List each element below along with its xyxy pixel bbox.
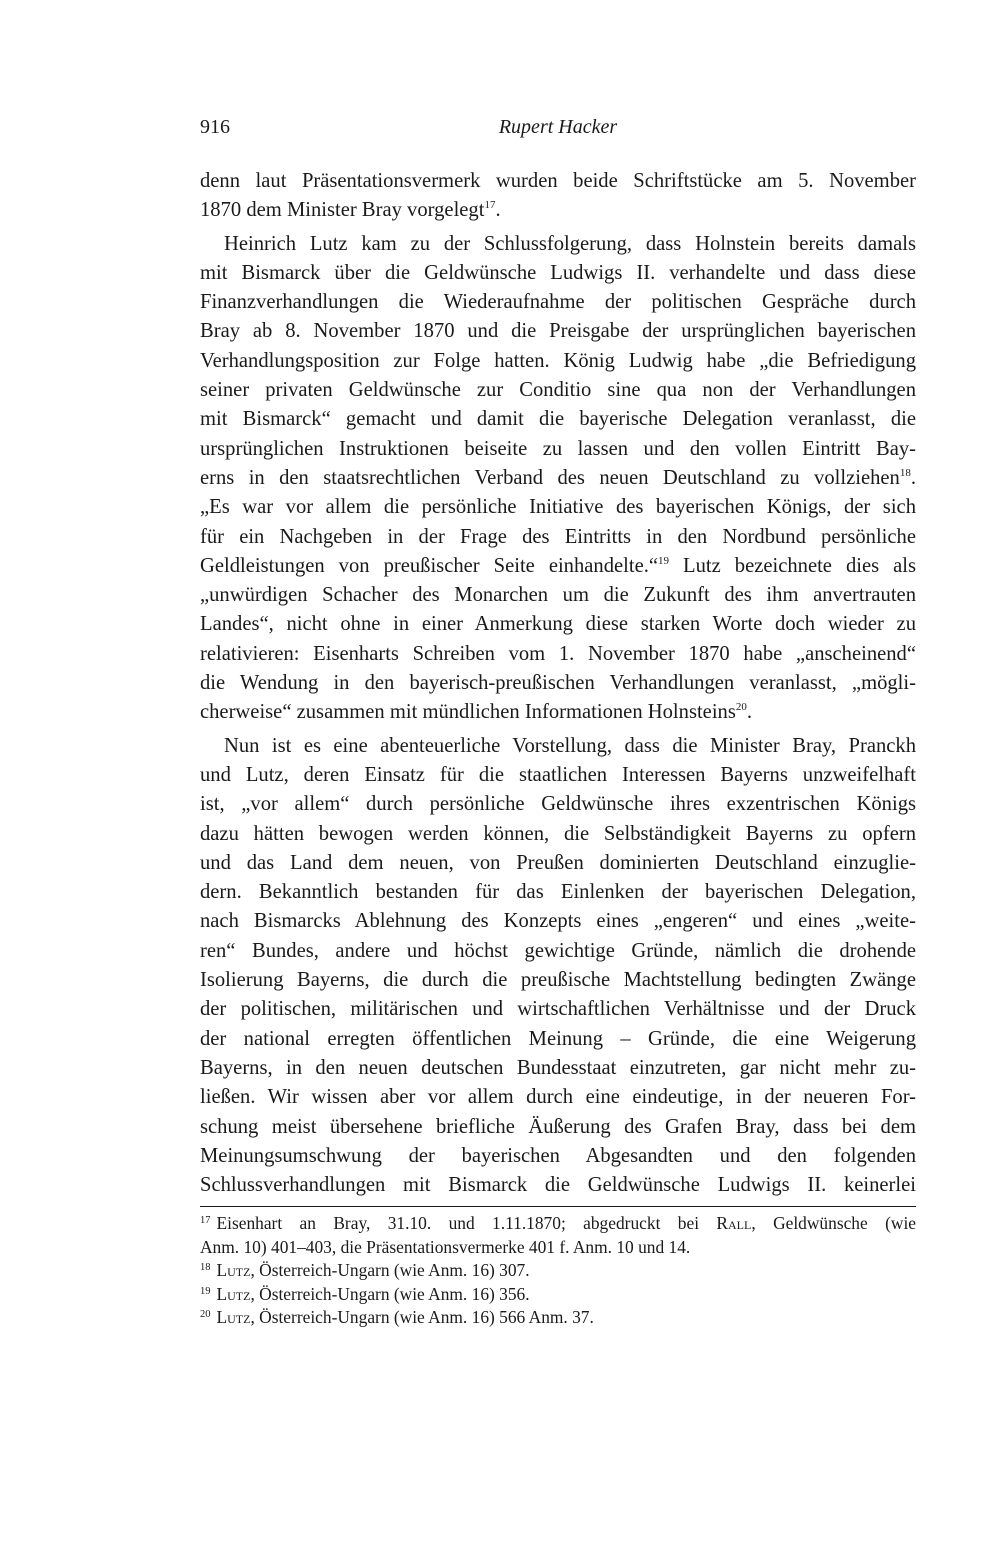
text-line [200, 435, 916, 464]
text-line [200, 196, 916, 225]
footnote-ref: 18 [899, 466, 911, 479]
line-text: Finanzverhandlungen die Wiederaufnahme der politischen Gespräche durch [200, 291, 916, 314]
footnote-text: , Österreich-Ungarn (wie Anm. 16) 356. [250, 1283, 530, 1304]
line-text: ren“ Bundes, andere und höchst gewichtige Gründe, nämlich die drohende [200, 939, 916, 962]
line-text: für ein Nachgeben in der Frage des Eintritts in den Nordbund persönliche [200, 525, 916, 548]
footnote-number: 19 [200, 1285, 211, 1297]
line-text: seiner privaten Geldwünsche zur Conditio sine qua non der Verhandlungen [200, 379, 916, 402]
text-line [200, 966, 916, 995]
line-text: schung meist übersehene briefliche Äußerung des Grafen Bray, dass bei dem [200, 1115, 916, 1138]
text-line [200, 259, 916, 288]
text-line [200, 347, 916, 376]
line-text-tail: . [910, 466, 916, 489]
line-text: Bayerns, in den neuen deutschen Bundesstaat einzutreten, gar nicht mehr zu- [200, 1056, 916, 1079]
text-line [200, 995, 916, 1024]
text-line [200, 937, 916, 966]
line-text: Schlussverhandlungen mit Bismarck die Geldwünsche Ludwigs II. keinerlei [200, 1174, 916, 1197]
page-header [200, 112, 916, 142]
text-line [200, 581, 916, 610]
line-text: erns in den staatsrechtlichen Verband des neuen Deutschland zu vollziehen [200, 466, 900, 489]
footnote-text: , Geldwünsche (wie [751, 1213, 916, 1233]
line-text-tail: Lutz bezeichnete dies als [669, 554, 917, 577]
line-text: ist, „vor allem“ durch persönliche Geldwünsche ihres exzentrischen Königs [200, 793, 916, 816]
line-text: Landes“, nicht ohne in einer Anmerkung diese starken Worte doch wieder zu [200, 613, 916, 636]
line-text: Isolierung Bayerns, die durch die preußische Machtstellung bedingten Zwänge [200, 969, 916, 992]
line-text: 1870 dem Minister Bray vorgelegt [200, 199, 485, 222]
footnote-author: Rall [716, 1213, 752, 1233]
line-text: relativieren: Eisenharts Schreiben vom 1. November 1870 habe „anscheinend“ [200, 642, 916, 665]
footnote-19 [200, 1283, 916, 1307]
footnote-ref: 17 [484, 199, 496, 212]
line-text: „unwürdigen Schacher des Monarchen um die Zukunft des ihm anvertrauten [200, 584, 916, 607]
line-text: „Es war vor allem die persönliche Initiative des bayerischen Königs, der sich [200, 496, 916, 519]
line-text: ursprünglichen Instruktionen beiseite zu lassen und den vollen Eintritt Bay- [200, 437, 916, 460]
line-text: Meinungsumschwung der bayerischen Abgesandten und den folgenden [200, 1144, 916, 1167]
text-line [200, 907, 916, 936]
footnote-17-continuation: Anm. 10) 401–403, die Präsentationsvermerke 401 f. Anm. 10 und 14. [200, 1236, 691, 1257]
footnotes [200, 1212, 916, 1330]
text-line [200, 230, 916, 259]
line-text: die Wendung in den bayerisch-preußischen Verhandlungen veranlasst, „mögli- [200, 672, 916, 695]
footnote-text: , Österreich-Ungarn (wie Anm. 16) 566 Anm. 37. [250, 1307, 594, 1327]
line-text-tail: . [495, 199, 501, 222]
page-number: 916 [200, 116, 230, 138]
text-line [200, 1171, 916, 1200]
footnote-number: 20 [200, 1309, 211, 1320]
line-text: Heinrich Lutz kam zu der Schlussfolgerung, dass Holnstein bereits damals [224, 232, 916, 255]
line-text: dazu hätten bewogen werden können, die Selbständigkeit Bayerns zu opfern [200, 822, 916, 845]
text-line [200, 1083, 916, 1112]
line-text: dern. Bekanntlich bestanden für das Einlenken der bayerischen Delegation, [200, 881, 916, 904]
text-line [200, 849, 916, 878]
footnote-rule [200, 1206, 916, 1207]
text-line [200, 1142, 916, 1171]
body-text [200, 167, 916, 1200]
footnote-ref: 19 [658, 554, 670, 567]
line-text: denn laut Präsentationsvermerk wurden beide Schriftstücke am 5. November [200, 170, 916, 192]
line-text: Verhandlungsposition zur Folge hatten. König Ludwig habe „die Befriedigung [200, 349, 916, 372]
footnote-ref: 20 [735, 701, 747, 714]
text-line [200, 376, 916, 405]
text-line [200, 552, 916, 581]
line-text: mit Bismarck über die Geldwünsche Ludwigs II. verhandelte und dass diese [200, 261, 916, 284]
text-line [200, 761, 916, 790]
line-text: nach Bismarcks Ablehnung des Konzepts eines „engeren“ und eines „weite- [200, 910, 916, 933]
footnote-author: Lutz [216, 1283, 251, 1304]
line-text: cherweise“ zusammen mit mündlichen Informationen Holnsteins [200, 701, 736, 724]
line-text: und das Land dem neuen, von Preußen dominierten Deutschland einzuglie- [200, 851, 916, 874]
footnote-18 [200, 1259, 916, 1283]
line-text: und Lutz, deren Einsatz für die staatlichen Interessen Bayerns unzweifelhaft [200, 763, 916, 786]
line-text: ließen. Wir wissen aber vor allem durch eine eindeutige, in der neueren For- [200, 1086, 916, 1109]
text-line [200, 493, 916, 522]
text-line [200, 1054, 916, 1083]
text-line [200, 317, 916, 346]
text-line [200, 523, 916, 552]
line-text: der politischen, militärischen und wirtschaftlichen Verhältnisse und der Druck [200, 998, 916, 1021]
text-line [200, 669, 916, 698]
footnote-17 [200, 1212, 916, 1236]
line-text: Geldleistungen von preußischer Seite einhandelte.“ [200, 554, 659, 577]
line-text: Bray ab 8. November 1870 und die Preisgabe der ursprünglichen bayerischen [200, 320, 916, 343]
line-text: mit Bismarck“ gemacht und damit die bayerische Delegation veranlasst, die [200, 408, 916, 431]
line-text-tail: . [746, 701, 753, 724]
line-text: Nun ist es eine abenteuerliche Vorstellung, dass die Minister Bray, Pranckh [224, 734, 916, 757]
footnote-number: 18 [200, 1262, 211, 1273]
text-line [200, 1025, 916, 1054]
text-line [200, 167, 916, 196]
text-line [200, 1113, 916, 1142]
text-line [200, 464, 916, 493]
text-line [200, 610, 916, 639]
footnote-text: , Österreich-Ungarn (wie Anm. 16) 307. [250, 1260, 530, 1280]
text-line [200, 732, 916, 761]
footnote-20 [200, 1306, 916, 1330]
footnote-author: Lutz [216, 1260, 251, 1280]
text-line [200, 878, 916, 907]
running-head: Rupert Hacker [498, 116, 618, 138]
text-line [200, 405, 916, 434]
text-line [200, 288, 916, 317]
text-line [200, 640, 916, 669]
text-line [200, 698, 916, 727]
footnote-number: 17 [200, 1215, 211, 1226]
footnote-author: Lutz [216, 1307, 251, 1327]
text-line [200, 790, 916, 819]
line-text: der national erregten öffentlichen Meinung – Gründe, die eine Weigerung [200, 1027, 916, 1050]
footnote-text: Eisenhart an Bray, 31.10. und 1.11.1870; abgedruckt bei [216, 1213, 717, 1233]
text-line [200, 820, 916, 849]
